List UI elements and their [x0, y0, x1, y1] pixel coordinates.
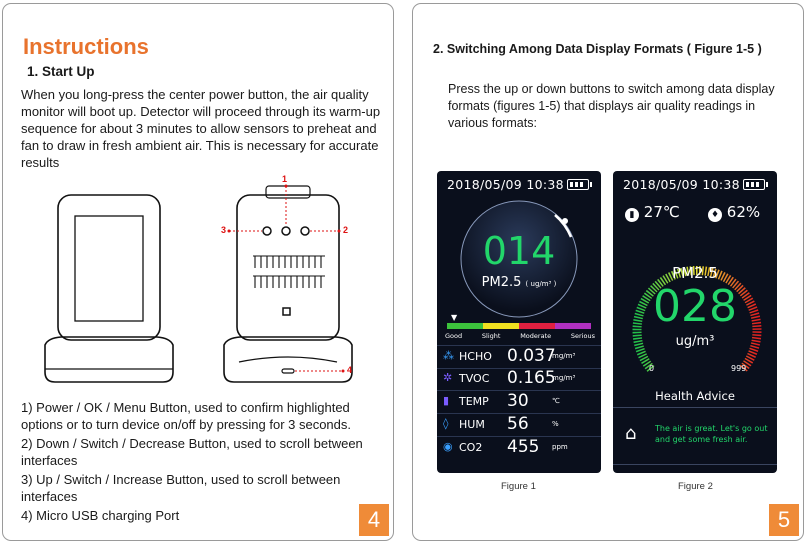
- level-bar: [447, 323, 591, 329]
- pm25-label: PM2.5: [672, 264, 718, 282]
- section-heading: 2. Switching Among Data Display Formats ( Figure 1-5 ): [433, 42, 762, 56]
- pm25-unit: ug/m³: [675, 334, 715, 349]
- level-label: Serious: [570, 332, 595, 340]
- level-moderate: [519, 323, 555, 329]
- droplet-icon: ♦: [708, 208, 722, 222]
- datetime: 2018/05/09 10:38: [623, 177, 740, 192]
- reading-row: ⁂ HCHO 0.037 mg/m³: [437, 345, 601, 369]
- page-title: Instructions: [23, 34, 149, 59]
- vent-grille: [253, 256, 325, 288]
- co2-icon: ◉: [443, 440, 453, 453]
- pm25-value: 014: [482, 229, 556, 273]
- level-serious: [555, 323, 591, 329]
- figure-2-caption: Figure 2: [678, 481, 713, 492]
- reading-row: ✲ TVOC 0.165 mg/m³: [437, 368, 601, 391]
- thermometer-icon: ▮: [625, 208, 639, 222]
- figure-1-caption: Figure 1: [501, 481, 536, 492]
- callout-3: 3: [221, 225, 227, 235]
- pm25-value: 028: [653, 281, 737, 332]
- thermometer-icon: ▮: [443, 394, 450, 407]
- temperature-value: 27℃: [643, 203, 680, 221]
- tvoc-icon: ✲: [443, 371, 453, 384]
- scale-min: 0: [649, 364, 655, 373]
- device-front-view: [45, 195, 173, 382]
- level-slight: [483, 323, 519, 329]
- list-item: 4) Micro USB charging Port: [21, 508, 180, 523]
- figure-2-screen: [613, 171, 777, 473]
- reading-row: ◉ CO2 455 ppm: [443, 437, 568, 457]
- pm25-label: PM2.5: [481, 275, 522, 290]
- droplet-icon: ◊: [443, 417, 449, 430]
- molecule-icon: ⁂: [443, 349, 454, 362]
- intro-paragraph: Press the up or down buttons to switch among data display formats (figures 1-5) that displays air quality readings in various formats:: [448, 82, 775, 130]
- datetime: 2018/05/09 10:38: [447, 177, 564, 192]
- humidity-value: 62%: [726, 203, 761, 221]
- intro-paragraph: When you long-press the center power button, the air quality monitor will boot up. Detector will proceed through its warm-up sequence for about 3 minutes to allow sensors to preheat and fan to draw in fresh ambient air. This is necessary for accurate results: [21, 87, 381, 170]
- level-label: Moderate: [520, 332, 552, 340]
- list-item: 1) Power / OK / Menu Button, used to confirm highlighted options or to turn device on/off by pressing for 3 seconds.: [21, 400, 352, 432]
- house-icon: ⌂: [625, 423, 637, 444]
- pm25-unit: ( ug/m³ ): [525, 280, 557, 288]
- list-item: 2) Down / Switch / Decrease Button, used to scroll between interfaces: [21, 436, 363, 468]
- health-advice-title: Health Advice: [655, 389, 735, 403]
- figure-1-screen: [437, 171, 601, 473]
- level-label: Good: [445, 332, 463, 340]
- callout-2: 2: [343, 225, 349, 235]
- right-page: [412, 3, 804, 541]
- section-heading: 1. Start Up: [27, 64, 95, 79]
- level-label: Slight: [481, 332, 501, 340]
- reading-row: ▮ TEMP 30 ℃: [437, 391, 601, 414]
- reading-row: ◊ HUM 56 %: [437, 414, 601, 437]
- list-item: 3) Up / Switch / Increase Button, used to scroll between interfaces: [21, 472, 341, 504]
- button-list: [21, 400, 383, 528]
- health-advice-text: The air is great. Let's go out and get some fresh air.: [655, 424, 768, 444]
- callout-1: 1: [282, 174, 288, 184]
- page-number: 4: [359, 504, 389, 536]
- level-good: [447, 323, 483, 329]
- device-illustration: [3, 164, 393, 389]
- page-number: 5: [769, 504, 799, 536]
- device-back-view: [224, 185, 352, 383]
- scale-max: 999: [731, 364, 747, 373]
- left-page: [2, 3, 394, 541]
- level-marker-icon: ▼: [451, 313, 458, 322]
- callout-4: 4: [347, 365, 353, 375]
